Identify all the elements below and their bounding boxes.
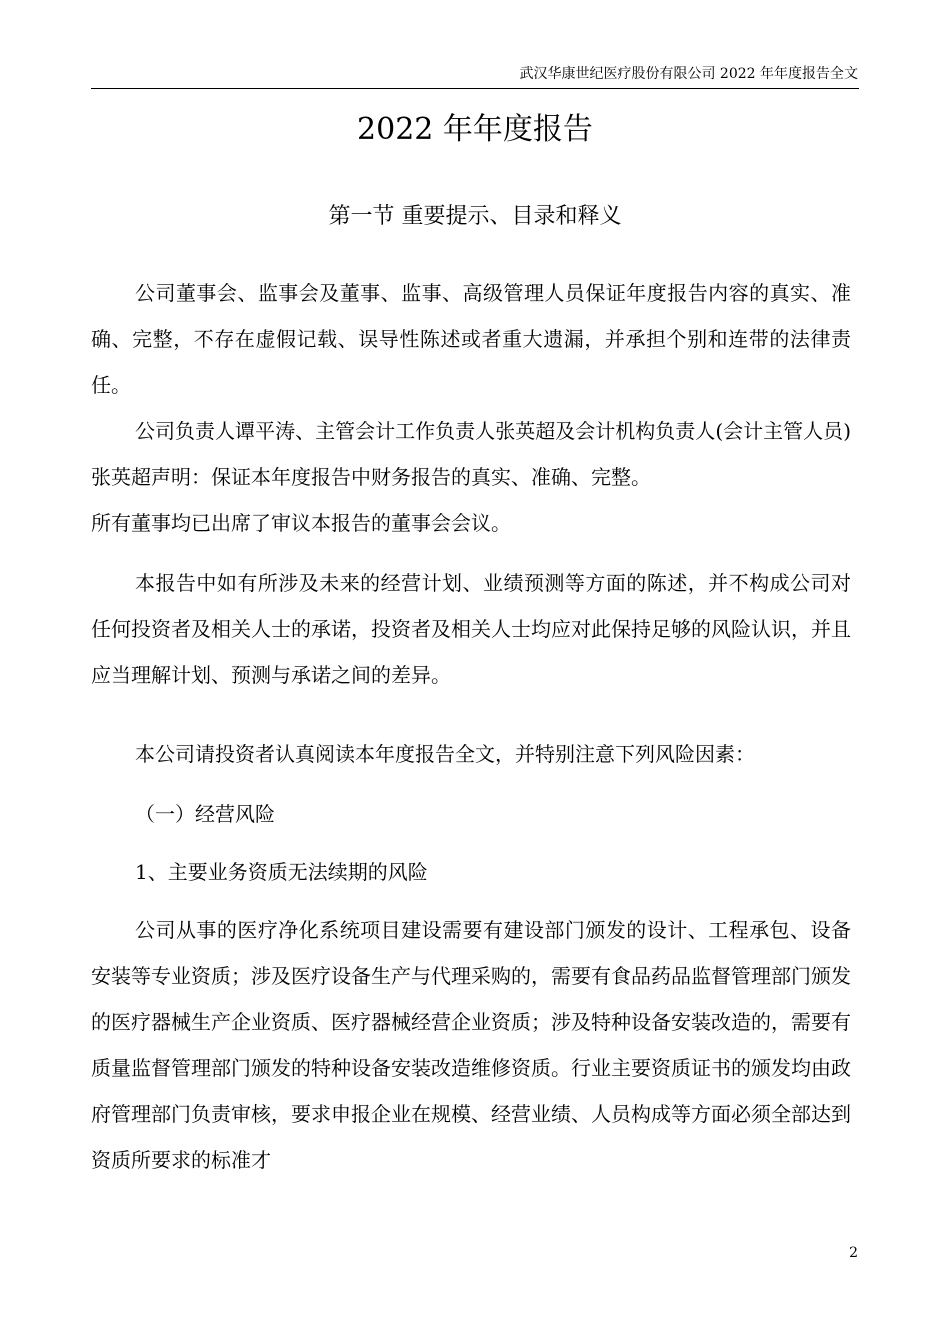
subheading-operating-risk: （一）经营风险 (135, 802, 275, 826)
paragraph-qualification-details: 公司从事的医疗净化系统项目建设需要有建设部门颁发的设计、工程承包、设备安装等专业资质；涉及医疗设备生产与代理采购的，需要有食品药品监督管理部门颁发的医疗器械生产企业资质、医疗器械经营企业资质；涉及特种设备安装改造的，需要有质量监督管理部门颁发的特种设备安装改造维修资质。行业主要资质证书的颁发均由政府管理部门负责审核，要求申报企业在规模、经营业绩、人员构成等方面必须全部达到资质所要求的标准才 (91, 918, 851, 1172)
paragraph-forward-looking: 本报告中如有所涉及未来的经营计划、业绩预测等方面的陈述，并不构成公司对任何投资者及相关人士的承诺，投资者及相关人士均应对此保持足够的风险认识，并且应当理解计划、预测与承诺之间的差异。 (91, 571, 851, 687)
section-heading: 第一节 重要提示、目录和释义 (328, 204, 622, 229)
paragraph-financial-statement: 公司负责人谭平涛、主管会计工作负责人张英超及会计机构负责人(会计主管人员)张英超声明：保证本年度报告中财务报告的真实、准确、完整。 (91, 419, 851, 489)
running-header: 武汉华康世纪医疗股份有限公司 2022 年年度报告全文 (519, 66, 858, 82)
subheading-qualification-risk: 1、主要业务资质无法续期的风险 (135, 860, 428, 884)
paragraph-risk-intro: 本公司请投资者认真阅读本年度报告全文，并特别注意下列风险因素： (135, 742, 755, 766)
page-number: 2 (849, 1245, 858, 1261)
document-title: 2022 年年度报告 (357, 112, 593, 147)
paragraph-board-attendance: 所有董事均已出席了审议本报告的董事会会议。 (91, 511, 511, 535)
header-divider (91, 88, 859, 89)
paragraph-responsibility-statement: 公司董事会、监事会及董事、监事、高级管理人员保证年度报告内容的真实、准确、完整，不存在虚假记载、误导性陈述或者重大遗漏，并承担个别和连带的法律责任。 (91, 281, 851, 397)
